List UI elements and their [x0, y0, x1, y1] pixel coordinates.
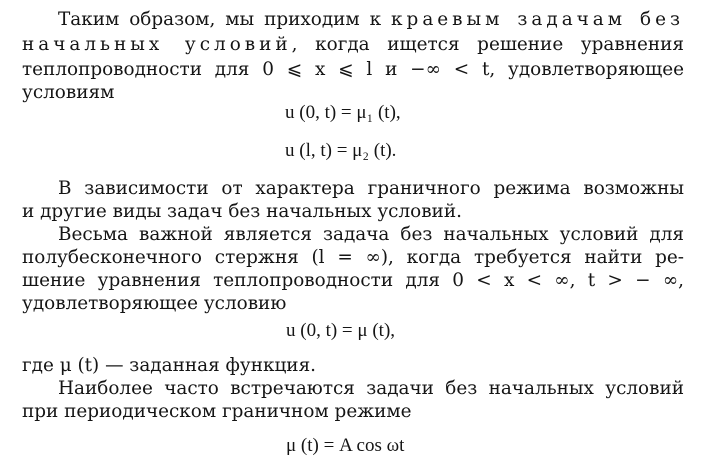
emphasized-term: начальных условий — [22, 34, 292, 55]
text-span: Таким образом, мы приходим к — [58, 9, 392, 30]
paragraph-2-line-2: и другие виды задач без начальных условий. — [22, 201, 462, 222]
text-span: , когда ищется решение уравнения — [291, 34, 684, 55]
paragraph-5-line-2: при периодическом граничном режиме — [22, 401, 412, 422]
paragraph-1-line-2 — [22, 34, 684, 56]
paragraph-1-line-4: условиям — [22, 82, 115, 103]
paragraph-3-line-1: Весьма важной является задача без начальных условий для — [58, 224, 684, 245]
formula-boundary-condition-1: u (0, t) = μ₁ (t), — [285, 102, 401, 123]
formula-boundary-condition-3: u (0, t) = μ (t), — [286, 320, 396, 341]
paragraph-4-line-1: где μ (t) — заданная функция. — [22, 355, 317, 376]
paragraph-1-line-1 — [58, 9, 684, 31]
paragraph-1-line-3: теплопроводности для 0 ⩽ x ⩽ l и −∞ < t, удовлетворяющее — [22, 59, 684, 80]
formula-boundary-condition-2: u (l, t) = μ₂ (t). — [285, 140, 397, 161]
paragraph-3-line-3: шение уравнения теплопроводности для 0 < x < ∞, t > − ∞, — [22, 270, 684, 291]
emphasized-term: краевым задачам без — [391, 9, 684, 30]
paragraph-3-line-2: полубесконечного стержня (l = ∞), когда требуется найти ре- — [22, 247, 684, 268]
paragraph-5-line-1: Наиболее часто встречаются задачи без начальных условий — [58, 378, 684, 399]
formula-periodic-boundary: μ (t) = A cos ωt — [286, 435, 405, 456]
paragraph-3-line-4: удовлетворяющее условию — [22, 293, 287, 314]
paragraph-2-line-1: В зависимости от характера граничного режима возможны — [58, 178, 684, 199]
